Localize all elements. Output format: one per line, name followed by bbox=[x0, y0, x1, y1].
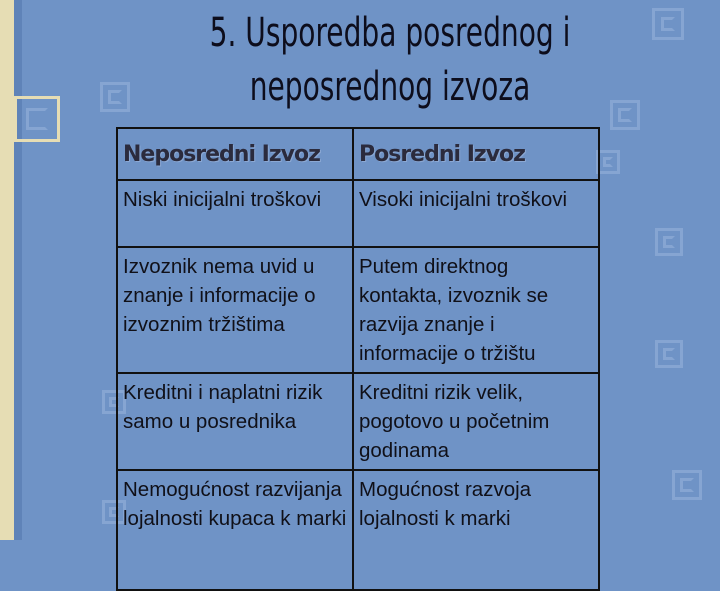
table-cell: Visoki inicijalni troškovi bbox=[353, 180, 599, 247]
table-row bbox=[117, 470, 599, 590]
greek-key-icon bbox=[672, 470, 702, 500]
table-row bbox=[117, 373, 599, 470]
decorative-left-strip bbox=[0, 0, 14, 540]
slide-title-line-2: neposrednog izvoza bbox=[249, 64, 531, 110]
table-cell: Putem direktnog kontakta, izvoznik se razvija znanje i informacije o tržištu bbox=[353, 247, 599, 373]
header-indirect-export: Posredni Izvoz bbox=[353, 128, 599, 180]
table-cell: Nemogućnost razvijanja lojalnosti kupaca k marki bbox=[117, 470, 353, 590]
comparison-table bbox=[116, 127, 600, 591]
slide-title-line-1: 5. Usporedba posrednog i bbox=[209, 10, 571, 56]
table-cell: Kreditni rizik velik, pogotovo u početnim godinama bbox=[353, 373, 599, 470]
greek-key-icon bbox=[655, 340, 683, 368]
greek-key-icon bbox=[655, 228, 683, 256]
table-header-row bbox=[117, 128, 599, 180]
table-cell: Mogućnost razvoja lojalnosti k marki bbox=[353, 470, 599, 590]
slide-title bbox=[86, 6, 694, 114]
table-row bbox=[117, 180, 599, 247]
decorative-left-band bbox=[14, 0, 22, 540]
table-cell: Izvoznik nema uvid u znanje i informacije o izvoznim tržištima bbox=[117, 247, 353, 373]
table-cell: Kreditni i naplatni rizik samo u posrednika bbox=[117, 373, 353, 470]
table-cell: Niski inicijalni troškovi bbox=[117, 180, 353, 247]
greek-key-icon bbox=[14, 96, 60, 142]
table-row bbox=[117, 247, 599, 373]
header-direct-export: Neposredni Izvoz bbox=[117, 128, 353, 180]
